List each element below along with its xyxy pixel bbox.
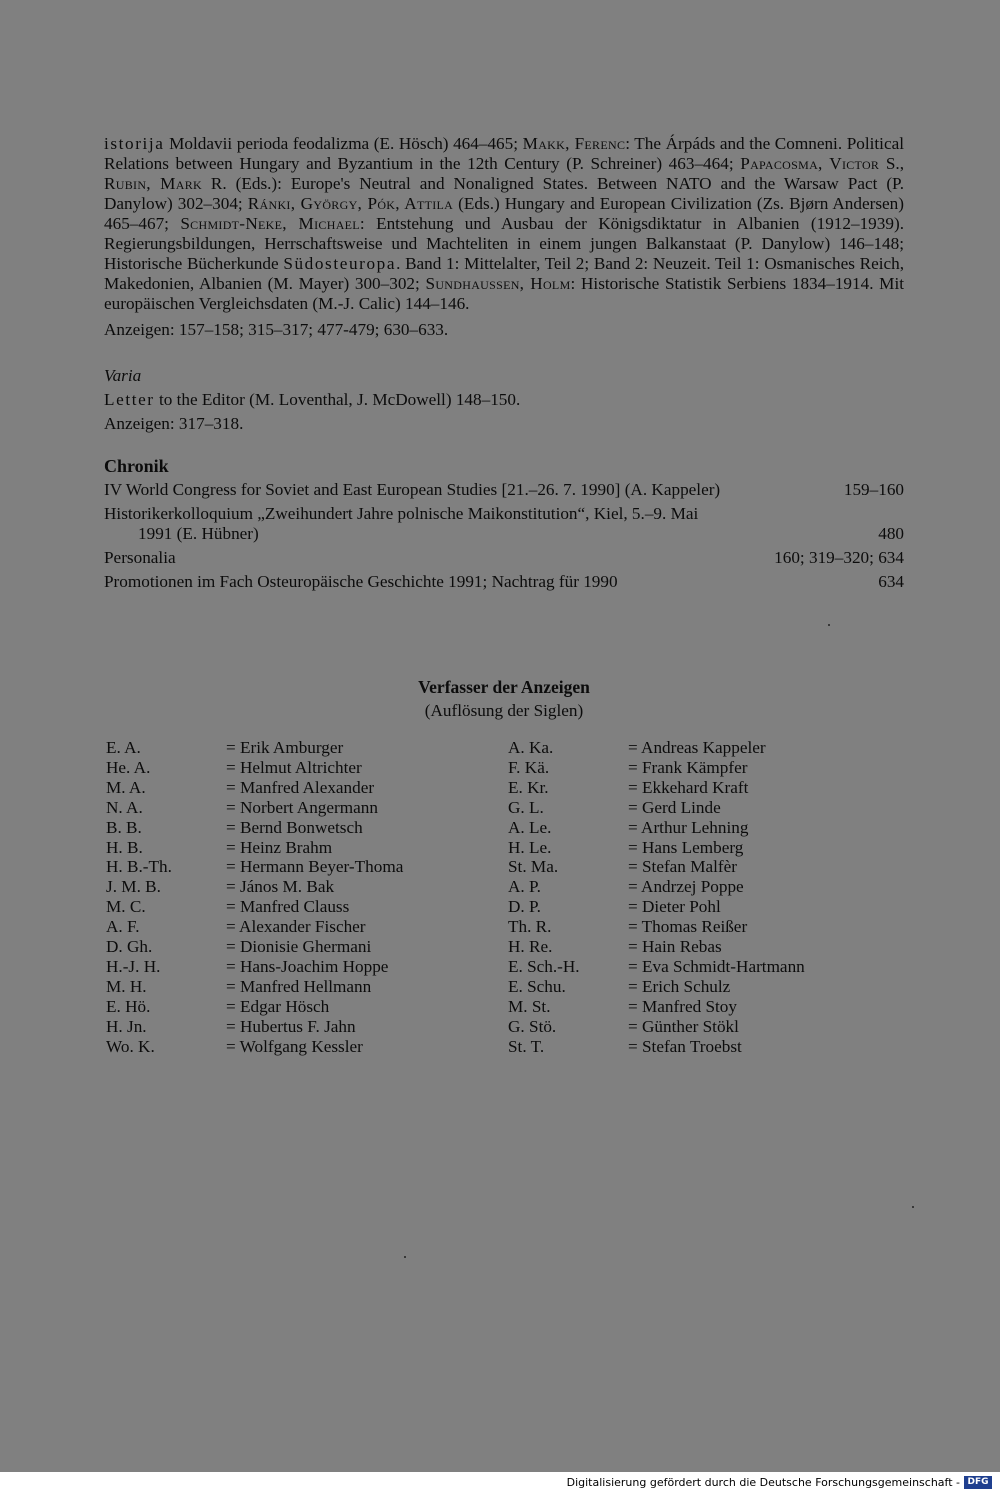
sigle-name: = Ekkehard Kraft (628, 777, 749, 797)
sigle-name: = Manfred Alexander (226, 777, 375, 797)
text-run: . Band 1: Mittelalter, Teil 2; Band 2: Neuzeit. Teil 1: Osmanisches Reich, Makedonien, Albanien (M. Mayer) 300–302; (104, 254, 905, 293)
sigle-name: = Andrzej Poppe (628, 877, 744, 897)
chronik-heading: Chronik (104, 456, 169, 476)
sigle-name: = Erik Amburger (226, 738, 344, 757)
sigle-name: = Thomas Reißer (628, 917, 748, 937)
sigle-name: = Stefan Malfèr (628, 857, 737, 877)
sigle-abbreviation: M. C. (106, 897, 146, 917)
sigle-abbreviation: M. St. (508, 996, 551, 1016)
sigle-name: = Heinz Brahm (226, 837, 333, 857)
sigle-abbreviation: He. A. (106, 757, 151, 777)
sigle-row (106, 838, 403, 858)
text-run: : Historische Statistik Serbiens 1834–1914. Mit europäischen Vergleichsdaten (M.-J. Calic) 144–146. (104, 274, 905, 313)
chronik-list (104, 480, 904, 592)
sigle-abbreviation: Wo. K. (106, 1036, 155, 1056)
sigle-abbreviation: E. Schu. (508, 976, 566, 996)
varia-ads-line: Anzeigen: 317–318. (104, 414, 244, 433)
spaced-word: istorija (104, 134, 165, 153)
sigle-row (508, 758, 805, 778)
chronik-item (104, 572, 904, 592)
sigle-name: = Wolfgang Kessler (226, 1036, 363, 1056)
authors-title: Verfasser der Anzeigen (418, 677, 590, 697)
varia-letter-text: to the Editor (M. Loventhal, J. McDowell) 148–150. (154, 390, 521, 409)
sigle-abbreviation: J. M. B. (106, 877, 161, 897)
sigle-row (106, 738, 403, 758)
sigle-row (508, 897, 805, 917)
sigle-abbreviation: Th. R. (508, 917, 552, 937)
sigle-name: = Manfred Stoy (628, 996, 737, 1016)
sigle-name: = Hubertus F. Jahn (226, 1016, 356, 1036)
sigle-abbreviation: St. Ma. (508, 857, 559, 877)
content-column (104, 134, 904, 592)
sigle-abbreviation: H. Re. (508, 937, 553, 957)
sigle-name: = Manfred Clauss (226, 897, 350, 917)
sigle-name: = Frank Kämpfer (628, 757, 748, 777)
sigle-row (106, 997, 403, 1017)
sigle-abbreviation: H. Le. (508, 837, 552, 857)
sigle-row (106, 877, 403, 897)
sigle-name: = Hain Rebas (628, 937, 722, 957)
sigle-row (508, 1037, 805, 1057)
sigle-row (106, 758, 403, 778)
sigle-name: = Stefan Troebst (628, 1036, 742, 1056)
dfg-logo-icon: DFG (964, 1476, 992, 1489)
sigle-row (508, 818, 805, 838)
chronik-item-pages: 634 (878, 572, 904, 591)
sigle-abbreviation: H.-J. H. (106, 956, 161, 976)
chronik-item-text: Promotionen im Fach Osteuropäische Geschichte 1991; Nachtrag für 1990 (104, 572, 618, 591)
sigle-name: = Hans Lemberg (628, 837, 744, 857)
authors-heading (104, 676, 904, 722)
sigle-row (106, 818, 403, 838)
sigle-name: = Erich Schulz (628, 976, 731, 996)
sigle-abbreviation: D. P. (508, 897, 541, 917)
sigle-row (106, 977, 403, 997)
sigle-name: = Bernd Bonwetsch (226, 817, 363, 837)
sigle-row (106, 1037, 403, 1057)
sigle-row (106, 1017, 403, 1037)
sigle-row (106, 917, 403, 937)
sigle-row (508, 838, 805, 858)
sigle-row (508, 738, 805, 758)
text-run: : Entstehung und Ausbau der Königsdiktatur in Albanien (1912–1939). Regierungsbildungen, Herrschaftsweise und Machteliten in einem jungen Balkanstaat (P. Danylow) 146–148; Historische Bücherkunde (104, 214, 904, 273)
sigle-abbreviation: N. A. (106, 797, 143, 817)
sigle-abbreviation: H. B. (106, 837, 143, 857)
authors-list-left (106, 738, 403, 1057)
sigle-row (508, 1017, 805, 1037)
varia-letter-line (104, 390, 904, 410)
author-name: Ránki, György, Pók, Attila (247, 194, 454, 213)
authors-subtitle: (Auflösung der Siglen) (424, 701, 584, 720)
sigle-row (508, 798, 805, 818)
sigle-row (106, 957, 403, 977)
text-run: R. (Eds.): Europe's Neutral and Nonaligned States. Between NATO and the Warsaw Pact (P. Danylow) 302–304; (104, 174, 905, 213)
footer-bar (0, 1472, 1000, 1493)
sigle-row (106, 937, 403, 957)
sigle-abbreviation: F. Kä. (508, 757, 550, 777)
sigle-row (508, 997, 805, 1017)
sigle-abbreviation: G. Stö. (508, 1016, 557, 1036)
scan-speck (912, 1206, 914, 1208)
sigle-row (106, 857, 403, 877)
sigle-abbreviation: E. Hö. (106, 996, 151, 1016)
sigle-name: = Hermann Beyer-Thoma (226, 857, 404, 877)
varia-letter-label: Letter (104, 390, 155, 409)
author-name: Schmidt-Neke, Michael (180, 214, 360, 233)
chronik-item (104, 504, 904, 544)
chronik-item-text: Historikerkolloquium „Zweihundert Jahre polnische Maikonstitution“, Kiel, 5.–9. Mai (104, 504, 699, 523)
sigle-name: = Norbert Angermann (226, 797, 378, 817)
author-name: Makk, Ferenc (522, 134, 626, 153)
sigle-row (508, 917, 805, 937)
author-name: Rubin, Mark (104, 174, 202, 193)
sigle-row (508, 977, 805, 997)
sigle-row (508, 857, 805, 877)
sigle-name: = Dieter Pohl (628, 897, 721, 917)
sigle-row (508, 937, 805, 957)
spaced-word: Südosteuropa (283, 254, 397, 273)
chronik-item-pages: 159–160 (843, 480, 904, 499)
chronik-item-pages: 160; 319–320; 634 (774, 548, 904, 567)
sigle-abbreviation: B. B. (106, 817, 142, 837)
varia-heading: Varia (104, 366, 142, 385)
sigle-abbreviation: A. P. (508, 877, 541, 897)
sigle-abbreviation: H. Jn. (106, 1016, 147, 1036)
author-name: Sundhaussen, Holm (425, 274, 571, 293)
sigle-name: = Edgar Hösch (226, 996, 330, 1016)
sigle-row (106, 798, 403, 818)
text-run: (Eds.) Hungary and European Civilization (Zs. Bjørn Andersen) 465–467; (104, 194, 904, 233)
sigle-name: = Günther Stökl (628, 1016, 739, 1036)
sigle-abbreviation: D. Gh. (106, 937, 153, 957)
sigle-name: = Dionisie Ghermani (226, 937, 372, 957)
reviews-paragraph (104, 134, 904, 314)
chronik-item (104, 548, 904, 568)
author-name: Papacosma, Victor (740, 154, 880, 173)
authors-list-right (508, 738, 805, 1057)
sigle-name: = Arthur Lehning (628, 817, 749, 837)
sigle-row (106, 778, 403, 798)
sigle-abbreviation: G. L. (508, 797, 544, 817)
sigle-name: = Manfred Hellmann (226, 976, 372, 996)
sigle-name: = Helmut Altrichter (226, 757, 362, 777)
sigle-name: = Gerd Linde (628, 797, 721, 817)
text-run: Moldavii perioda feodalizma (E. Hösch) 464–465; (164, 134, 523, 153)
sigle-abbreviation: H. B.-Th. (106, 857, 172, 877)
scan-speck (828, 624, 830, 626)
sigle-name: = Andreas Kappeler (628, 738, 766, 757)
sigle-abbreviation: A. Le. (508, 817, 552, 837)
sigle-abbreviation: E. Sch.-H. (508, 956, 580, 976)
sigle-abbreviation: A. Ka. (508, 738, 554, 757)
sigle-name: = János M. Bak (226, 877, 335, 897)
reviews-ads-line: Anzeigen: 157–158; 315–317; 477-479; 630–633. (104, 320, 449, 339)
sigle-abbreviation: M. A. (106, 777, 146, 797)
sigle-abbreviation: E. A. (106, 738, 141, 757)
sigle-abbreviation: E. Kr. (508, 777, 549, 797)
sigle-name: = Eva Schmidt-Hartmann (628, 956, 805, 976)
chronik-item-pages: 480 (878, 524, 904, 543)
sigle-abbreviation: M. H. (106, 976, 147, 996)
sigle-abbreviation: St. T. (508, 1036, 545, 1056)
sigle-name: = Alexander Fischer (226, 917, 366, 937)
chronik-item-text: Personalia (104, 548, 176, 567)
chronik-item (104, 480, 904, 500)
sigle-row (508, 778, 805, 798)
sigle-abbreviation: A. F. (106, 917, 140, 937)
text-run: : The Árpáds and the Comneni. Political Relations between Hungary and Byzantium in the 12th Century (P. Schreiner) 463–464; (104, 134, 904, 173)
sigle-row (106, 897, 403, 917)
sigle-row (508, 957, 805, 977)
chronik-item-text-continued: 1991 (E. Hübner) (138, 524, 259, 543)
text-run: S., (879, 154, 904, 173)
scan-speck (404, 1256, 406, 1258)
chronik-item-text: IV World Congress for Soviet and East European Studies [21.–26. 7. 1990] (A. Kappeler) (104, 480, 721, 499)
footer-text: Digitalisierung gefördert durch die Deutsche Forschungsgemeinschaft - (566, 1476, 960, 1489)
sigle-row (508, 877, 805, 897)
sigle-name: = Hans-Joachim Hoppe (226, 956, 389, 976)
